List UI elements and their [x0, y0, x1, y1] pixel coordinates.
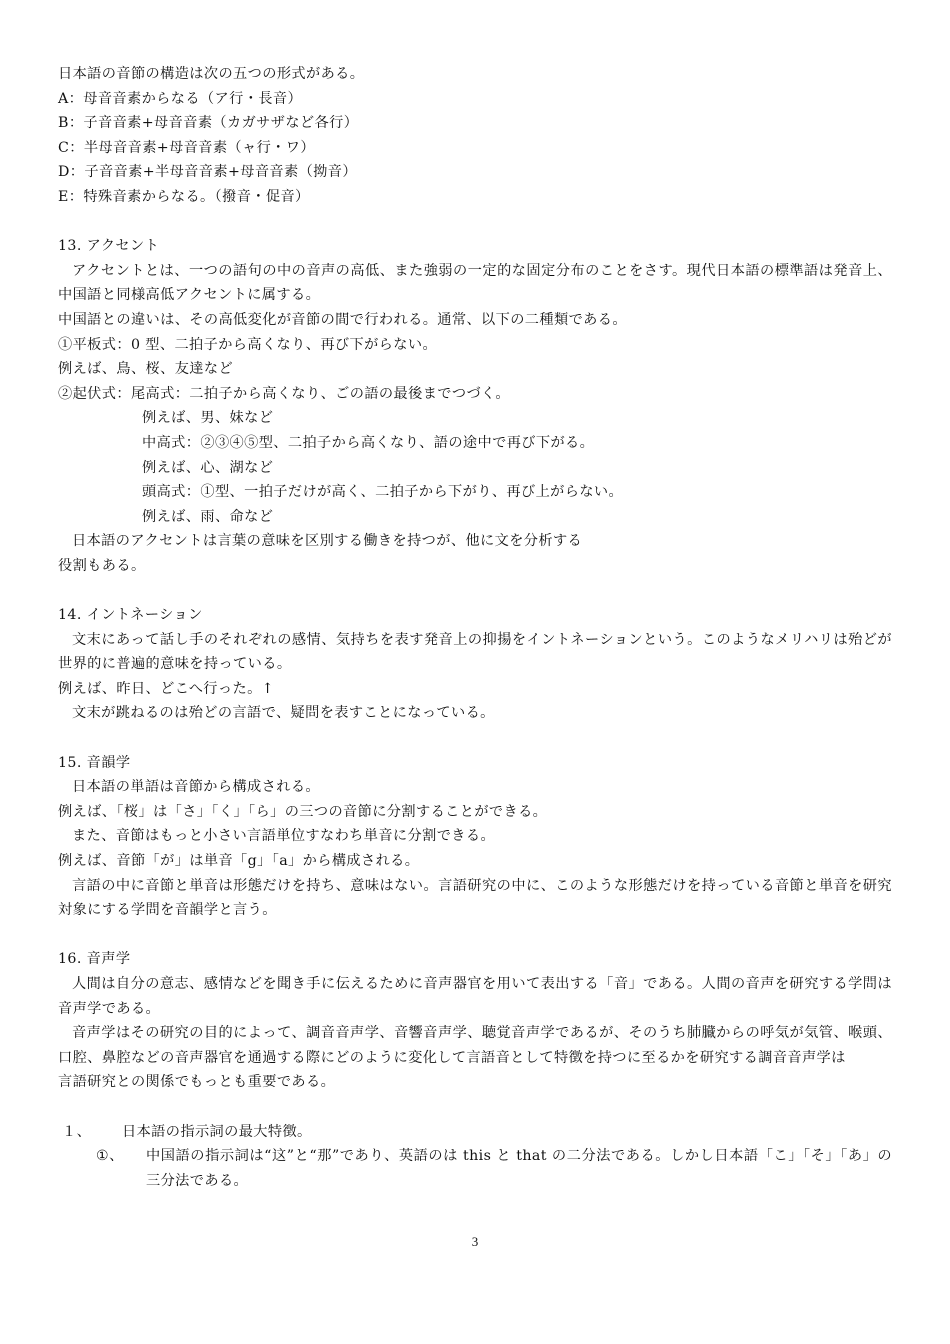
syllable-type-e: E：特殊音素からなる。（撥音・促音）	[58, 188, 310, 205]
accent-odaka-example: 例えば、男、妹など	[142, 410, 274, 427]
numbered-item-1	[58, 1120, 892, 1145]
accent-nakadaka-example: 例えば、心、湖など	[142, 459, 274, 476]
sub-item-number: ①、	[96, 1148, 124, 1165]
accent-atamadaka-type: 頭高式：①型、一拍子だけが高く、二拍子から下がり、再び上がらない。	[142, 484, 624, 501]
section-13-paragraph-3: 日本語のアクセントは言葉の意味を区別する働きを持つが、他に文を分析する	[72, 533, 583, 550]
syllable-type-a: A：母音音素からなる（ア行・長音）	[58, 90, 303, 107]
section-16-paragraph-1: 人間は自分の意志、感情などを聞き手に伝えるために音声器官を用いて表出する「音」である。人間の音声を研究する学問は音声学である。	[58, 975, 892, 1017]
section-16-paragraph-2: 音声学はその研究の目的によって、調音音声学、音響音声学、聴覚音声学であるが、そのうち肺臓からの呼気が気管、喉頭、口腔、鼻腔などの音声器官を通過する際にどのように変化して言語音として特徴を持つに至るかを研究する調音音声学は	[58, 1025, 892, 1066]
item-text: 日本語の指示詞の最大特徴。	[122, 1123, 312, 1140]
section-14-paragraph-2: 文末が跳ねるのは殆どの言語で、疑問を表すことになっている。	[72, 705, 495, 722]
page-number: 3	[471, 1234, 479, 1249]
section-14-paragraph-1: 文末にあって話し手のそれぞれの感情、気持ちを表す発音上の抑揚をイントネーションという。このようなメリハリは殆どが世界的に普遍的意味を持っている。	[58, 631, 892, 673]
accent-undulating-type: ②起伏式：尾高式：二拍子から高くなり、ごの語の最後までつづく。	[58, 385, 510, 402]
section-15-title: 15. 音韻学	[58, 754, 131, 771]
section-14-example: 例えば、昨日、どこへ行った。↑	[58, 680, 274, 697]
spacer	[58, 210, 892, 235]
section-15-example-1: 例えば、「桜」は「さ」「く」「ら」の三つの音節に分割することができる。	[58, 803, 548, 820]
syllable-intro: 日本語の音節の構造は次の五つの形式がある。	[58, 66, 365, 82]
section-15-paragraph-1: 日本語の単語は音節から構成される。	[72, 779, 320, 796]
section-13-title: 13. アクセント	[58, 238, 160, 255]
syllable-type-b: B：子音音素+母音音素（カガサザなど各行）	[58, 115, 359, 132]
section-15-paragraph-3: 言語の中に音節と単音は形態だけを持ち、意味はない。言語研究の中に、このような形態だけを持っている音節と単音を研究対象にする学問を音韻学と言う。	[58, 877, 892, 919]
section-13-paragraph-1: アクセントとは、一つの語句の中の音声の高低、また強弱の一定的な固定分布のことをさす。現代日本語の標準語は発音上、中国語と同様高低アクセントに属する。	[58, 262, 892, 304]
section-13-paragraph-2: 中国語との違いは、その高低変化が音節の間で行われる。通常、以下の二種類である。	[58, 311, 627, 328]
syllable-type-d: D：子音音素+半母音音素+母音音素（拗音）	[58, 164, 357, 181]
accent-flat-type: ①平板式：0 型、二拍子から高くなり、再び下がらない。	[58, 336, 438, 353]
spacer	[58, 726, 892, 751]
section-16-title: 16. 音声学	[58, 951, 131, 968]
accent-atamadaka-example: 例えば、雨、命など	[142, 508, 274, 525]
section-14-title: 14. イントネーション	[58, 607, 203, 624]
item-number: １、	[62, 1123, 92, 1140]
spacer	[58, 923, 892, 948]
spacer	[58, 1095, 892, 1120]
syllable-type-c: C：半母音音素+母音音素（ャ行・ワ）	[58, 139, 315, 156]
accent-nakadaka-type: 中高式：②③④⑤型、二拍子から高くなり、語の途中で再び下がる。	[142, 434, 595, 451]
section-15-example-2: 例えば、音節「が」は単音「g」「a」から構成される。	[58, 853, 420, 869]
accent-flat-example: 例えば、鳥、桜、友達など	[58, 361, 234, 378]
sub-item-text: 中国語の指示詞は“这”と“那”であり、英語のは this と that の二分法である。しかし日本語「こ」「そ」「あ」の三分法である。	[146, 1148, 892, 1189]
sub-item-1	[58, 1144, 892, 1193]
document-body	[58, 62, 892, 1193]
section-15-paragraph-2: また、音節はもっと小さい言語単位すなわち単音に分割できる。	[72, 828, 496, 845]
section-13-paragraph-3-cont: 役割もある。	[58, 557, 146, 574]
spacer	[58, 578, 892, 603]
section-16-paragraph-3: 言語研究との関係でもっとも重要である。	[58, 1074, 336, 1091]
